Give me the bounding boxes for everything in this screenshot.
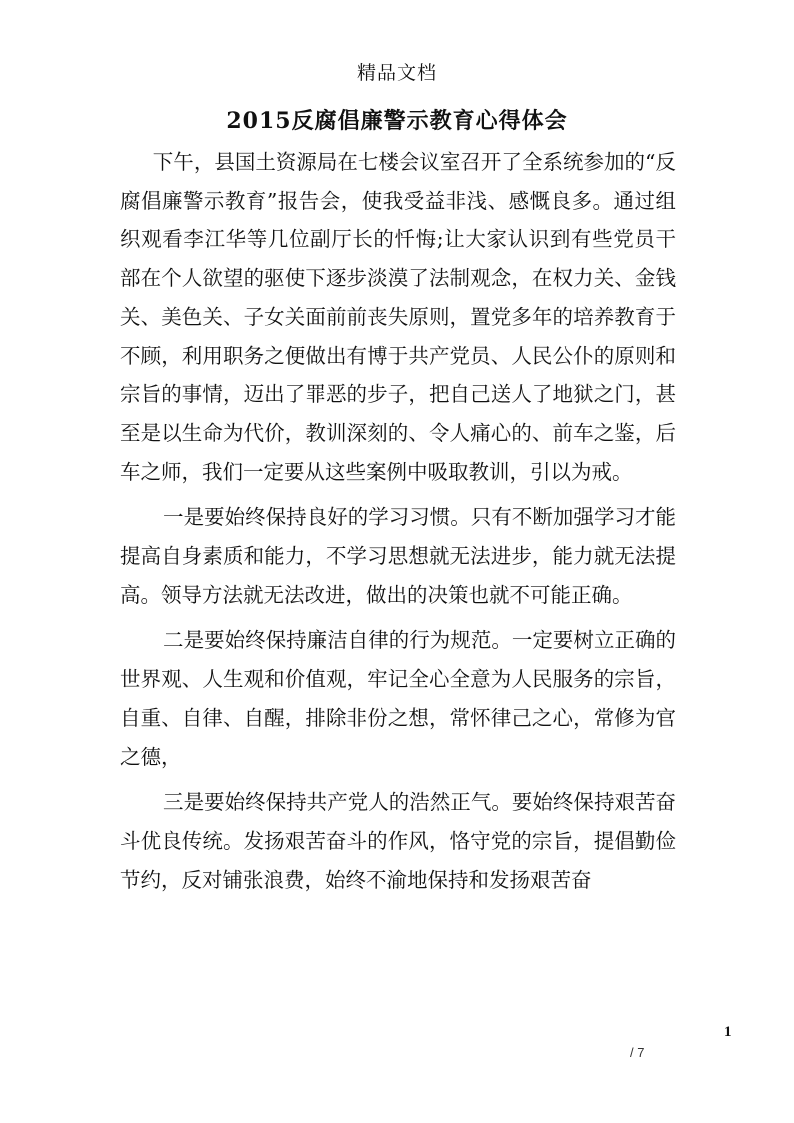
page-total: / 7 (630, 1045, 645, 1060)
document-title: 2015反腐倡廉警示教育心得体会 (226, 108, 568, 134)
document-body (120, 143, 676, 906)
paragraph-point-two: 二是要始终保持廉洁自律的行为规范。一定要树立正确的世界观、人生观和价值观，牢记全心全意为人民服务的宗旨，自重、自律、自醒，排除非份之想，常怀律己之心，常修为官之德， (120, 628, 676, 769)
header-label: 精品文档 (356, 62, 437, 84)
paragraph-point-three: 三是要始终保持共产党人的浩然正气。要始终保持艰苦奋斗优良传统。发扬艰苦奋斗的作风，恪守党的宗旨，提倡勤俭节约，反对铺张浪费，始终不渝地保持和发扬艰苦奋 (120, 790, 676, 892)
page-number: 1 (724, 1024, 732, 1040)
paragraph-intro: 下午，县国土资源局在七楼会议室召开了全系统参加的“反腐倡廉警示教育”报告会，使我受益非浅、感慨良多。通过组织观看李江华等几位副厅长的忏悔;让大家认识到有些党员干部在个人欲望的驱使下逐步淡漠了法制观念，在权力关、金钱关、美色关、子女关面前前丧失原则，置党多年的培养教育于不顾，利用职务之便做出有博于共产党员、人民公仆的原则和宗旨的事情，迈出了罪恶的步子，把自己送人了地狱之门，甚至是以生命为代价，教训深刻的、令人痛心的、前车之鉴，后车之师，我们一定要从这些案例中吸取教训，引以为戒。 (120, 150, 676, 484)
paragraph-point-one: 一是要始终保持良好的学习习惯。只有不断加强学习才能提高自身素质和能力，不学习思想就无法进步，能力就无法提高。领导方法就无法改进，做出的决策也就不可能正确。 (120, 505, 676, 607)
